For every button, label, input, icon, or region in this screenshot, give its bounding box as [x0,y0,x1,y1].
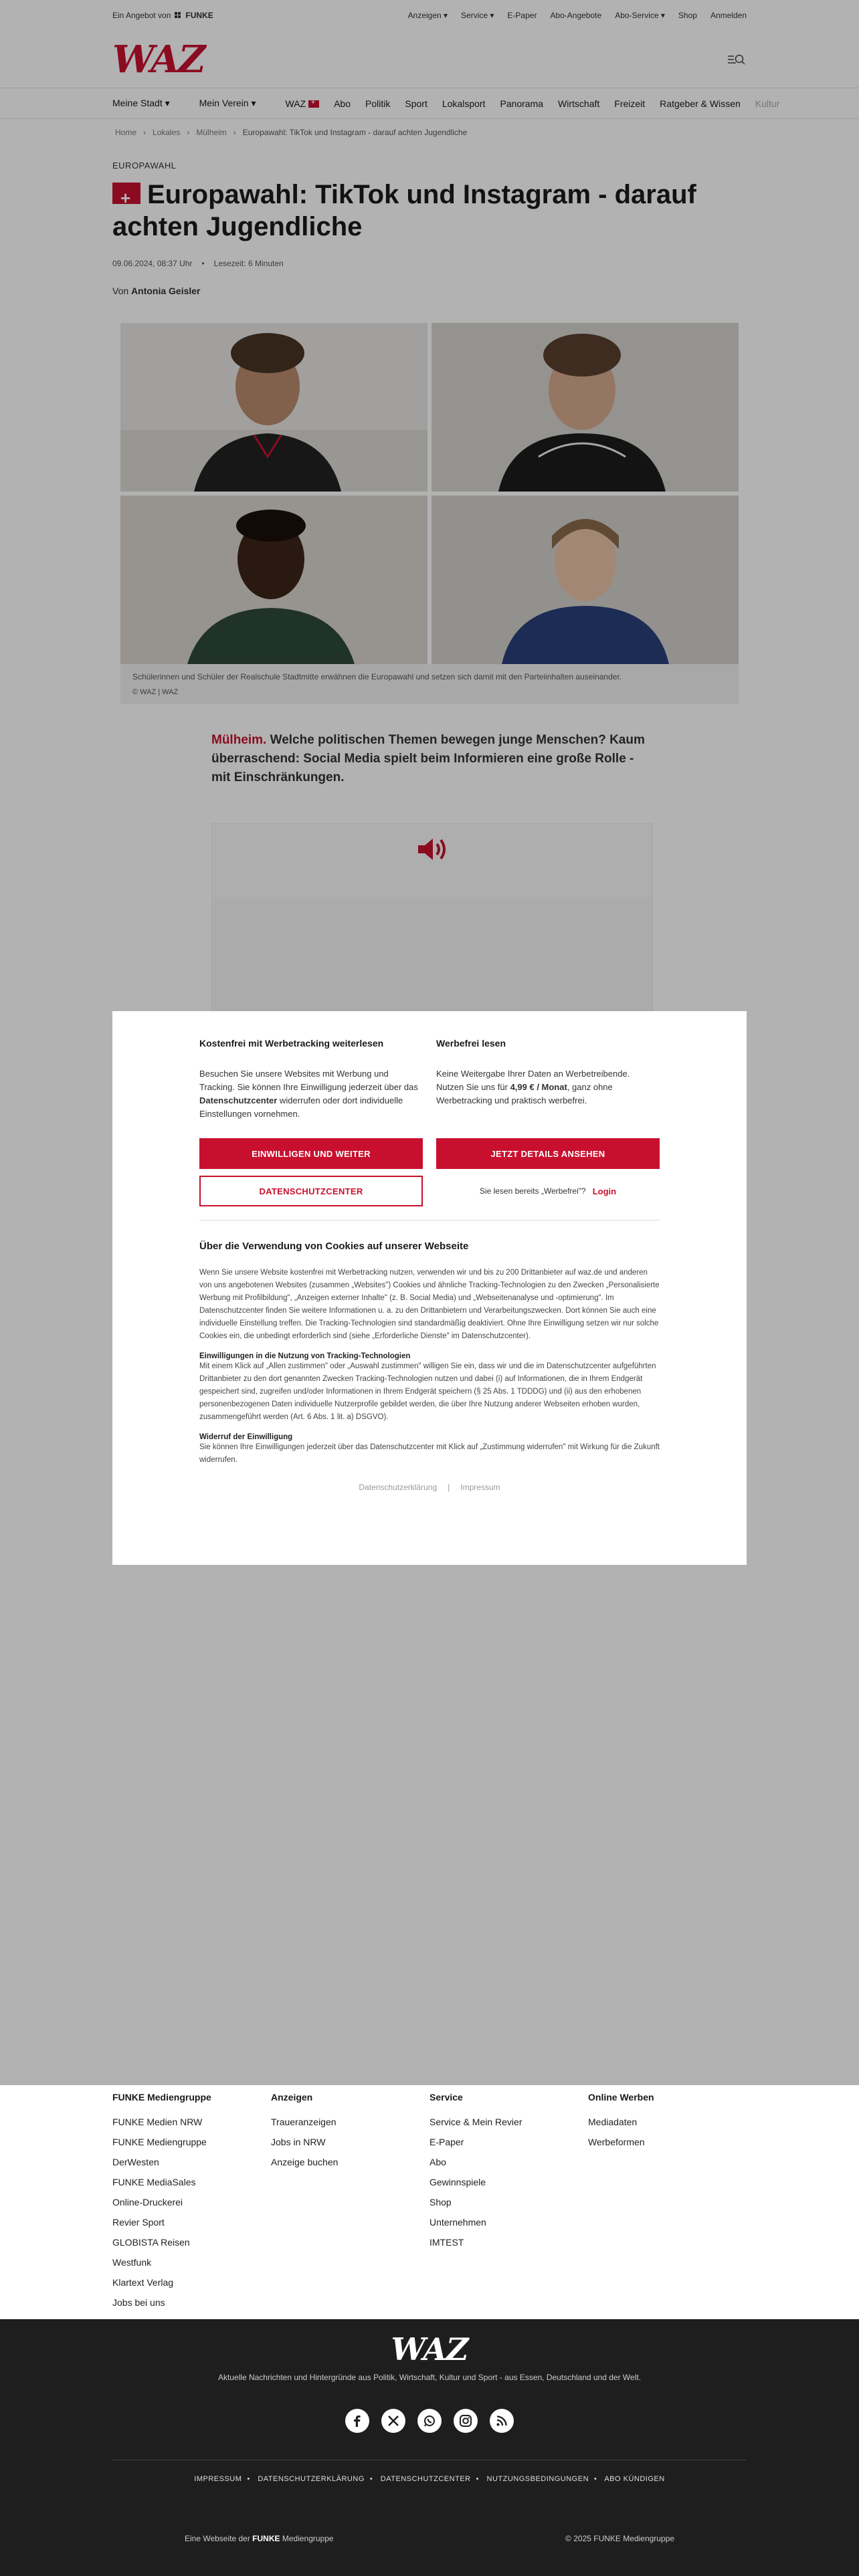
accept-button[interactable]: EINWILLIGEN UND WEITER [199,1138,423,1169]
breadcrumb: Home › Lokales › Mülheim › Europawahl: TikTok und Instagram - darauf achten Jugendliche [115,128,468,137]
cookie-body-1: Wenn Sie unsere Website kostenfrei mit Werbetracking nutzen, verwenden wir und bis zu 200 Drittanbieter auf waz.de und anderen von uns angebotenen Websites (zusammen „Websites") Cookies und ähnliche Tracking-Technologien zu den Zwecken „Personalisierte Werbung mit Profilbildung", „Anzeigen externer Inhalte" (z. B. Social Media) und „Webseitenanalyse und -optimierung". Im Datenschutzcenter finden Sie weitere Informationen u. a. zu den Drittanbietern und Verarbeitungszwecken. Dort können Sie auch eine individuelle Einstellung treffen. Die Tracking-Technologien sind standardmäßig deaktiviert. Ohne Ihre Einwilligung setzen wir nur solche Cookies ein, die unbedingt erforderlich sind (siehe „Erforderliche Dienste" im Datenschutzcenter). [199,1269,660,1340]
footer-link[interactable]: Unternehmen [430,2217,486,2228]
article-author: Von Antonia Geisler [112,286,201,296]
nav-mein-verein[interactable]: Mein Verein ▾ [199,98,256,108]
top-link-service[interactable]: Service ▾ [461,11,494,20]
footer-dark [0,2319,859,2576]
consent-right-column [436,1038,660,1206]
nav-waz-plus[interactable]: WAZ+ [286,98,320,109]
footer-link[interactable]: Werbeformen [588,2137,645,2147]
consent-right-text: Keine Weitergabe Ihrer Daten an Werbetreibende. Nutzen Sie uns für 4,99 € / Monat, ganz ohne Werbetracking und praktisch werbefrei. [436,1069,630,1105]
top-link-epaper[interactable]: E-Paper [507,11,537,20]
footer-link[interactable]: Revier Sport [112,2217,165,2228]
footer-link[interactable]: Shop [430,2197,452,2208]
whatsapp-icon[interactable] [417,2409,442,2433]
footer-link[interactable]: Mediadaten [588,2117,638,2127]
cookie-body-3: Sie können Ihre Einwilligungen jederzeit über das Datenschutzcenter mit Klick auf „Zustimmung widerrufen" mit Wirkung für die Zukunft widerrufen. [199,1443,660,1464]
footer-privacy-center[interactable]: DATENSCHUTZCENTER [380,2475,471,2483]
footer-imprint[interactable]: IMPRESSUM [194,2475,242,2483]
nav-wirtschaft[interactable]: Wirtschaft [558,98,600,109]
login-link[interactable]: Login [592,1186,617,1196]
x-icon[interactable] [381,2409,405,2433]
breadcrumb-muelheim[interactable]: Mülheim [196,128,227,137]
footer-link[interactable]: Klartext Verlag [112,2277,174,2288]
footer-link[interactable]: DerWesten [112,2157,159,2167]
consent-right-title: Werbefrei lesen [436,1038,506,1049]
footer-col-werben: Online Werben Mediadaten Werbeformen [588,2092,747,2319]
nav-panorama[interactable]: Panorama [500,98,544,109]
nav-ratgeber[interactable]: Ratgeber & Wissen [660,98,741,109]
rss-icon[interactable] [490,2409,514,2433]
photo-credit: © WAZ | WAZ [132,688,179,696]
waz-logo[interactable]: WAZ [112,37,205,82]
footer-logo[interactable]: WAZ [391,2331,468,2367]
footer-tagline: Aktuelle Nachrichten und Hintergründe aus Politik, Wirtschaft, Kultur und Sport - aus Essen, Deutschland und der Welt. [217,2373,642,2382]
nav-abo[interactable]: Abo [334,98,351,109]
consent-left-title: Kostenfrei mit Werbetracking weiterlesen [199,1038,384,1049]
footer-privacy[interactable]: DATENSCHUTZERKLÄRUNG [258,2475,365,2483]
cookie-subhead-2: Einwilligungen in die Nutzung von Tracking-Technologien [199,1352,411,1360]
lead-location: Mülheim. [211,733,267,747]
article-date: 09.06.2024, 08:37 Uhr [112,259,193,268]
cookie-body-2: Mit einem Klick auf „Allen zustimmen" oder „Auswahl zustimmen" willigen Sie ein, dass wir und die im Datenschutzcenter aufgeführten Drittanbieter zu den dort genannten Zwecken Tracking-Technologien nutzen und dabei (i) auf Informationen, die in Ihrem Endgerät gespeichert sind, zugreifen und/oder Informationen in Ihrem Endgerät speichern (§ 25 Abs. 1 TDDDG) und (ii) aus den erhobenen personenbezogenen Daten individuelle Nutzerprofile gebildet werden, die über Ihre Nutzung anderer Webseiten erhoben wurden, zusammengeführt werden (Art. 6 Abs. 1 lit. a) DSGVO). [199,1362,656,1421]
breadcrumb-lokales[interactable]: Lokales [153,128,181,137]
nav-sport[interactable]: Sport [405,98,427,109]
article-kicker: EUROPAWAHL [112,160,177,171]
footer-link[interactable]: Online-Druckerei [112,2197,183,2208]
breadcrumb-current: Europawahl: TikTok und Instagram - darauf achten Jugendliche [242,128,468,137]
cookie-subhead-3: Widerruf der Einwilligung [199,1433,293,1441]
footer-link[interactable]: IMTEST [430,2237,464,2248]
already-text: Sie lesen bereits „Werbefrei"? [479,1186,586,1196]
top-link-abo-angebote[interactable]: Abo-Angebote [550,11,602,20]
top-link-anzeigen[interactable]: Anzeigen ▾ [407,11,448,20]
imprint-link[interactable]: Impressum [460,1483,500,1492]
funke-label: FUNKE [185,11,213,20]
top-link-shop[interactable]: Shop [678,11,697,20]
nav-meine-stadt[interactable]: Meine Stadt ▾ [112,98,170,108]
footer-copyright: © 2025 FUNKE Mediengruppe [565,2534,674,2543]
article-meta: 09.06.2024, 08:37 Uhr • Lesezeit: 6 Minuten [112,259,284,268]
social-links [0,2409,859,2433]
footer-link[interactable]: FUNKE MediaSales [112,2177,196,2187]
footer-link[interactable]: Traueranzeigen [271,2117,337,2127]
top-link-login[interactable]: Anmelden [710,11,747,20]
consent-left-text: Besuchen Sie unsere Websites mit Werbung und Tracking. Sie können Ihre Einwilligung jederzeit über das Datenschutzcenter widerrufen oder dort individuelle Einstellungen vornehmen. [199,1069,418,1119]
nav-kultur[interactable]: Kultur [755,98,780,109]
footer-col-anzeigen: Anzeigen Traueranzeigen Jobs in NRW Anzeige buchen [271,2092,430,2319]
article-title: +Europawahl: TikTok und Instagram - darauf achten Jugendliche [112,179,747,243]
footer-cancel-sub[interactable]: ABO KÜNDIGEN [604,2475,665,2483]
instagram-icon[interactable] [454,2409,478,2433]
footer-link[interactable]: Abo [430,2157,446,2167]
consent-dialog [112,1011,747,1565]
footer-link[interactable]: Jobs in NRW [271,2137,326,2147]
already-subscriber [436,1176,660,1206]
privacy-center-button[interactable]: DATENSCHUTZCENTER [199,1176,423,1206]
offer-text: Ein Angebot von [112,11,171,20]
breadcrumb-home[interactable]: Home [115,128,137,137]
article-read-time: Lesezeit: 6 Minuten [213,259,284,268]
nav-lokalsport[interactable]: Lokalsport [442,98,486,109]
footer-col-service: Service Service & Mein Revier E-Paper Abo Gewinnspiele Shop Unternehmen IMTEST [430,2092,588,2319]
author-link[interactable]: Antonia Geisler [131,286,201,296]
footer-terms[interactable]: NUTZUNGSBEDINGUNGEN [486,2475,589,2483]
footer-col-funke: FUNKE Mediengruppe FUNKE Medien NRW FUNKE Mediengruppe DerWesten FUNKE MediaSales Online-Druckerei Revier Sport GLOBISTA Reisen Westfunk Klartext Verlag Jobs bei uns [112,2092,271,2319]
caption-text: Schülerinnen und Schüler der Realschule Stadtmitte erwähnen die Europawahl und setzen sich damit mit den Parteiinhalten auseinander. [132,672,622,681]
facebook-icon[interactable] [345,2409,369,2433]
consent-left-column [199,1038,423,1206]
top-link-abo-service[interactable]: Abo-Service ▾ [615,11,665,20]
footer-link[interactable]: FUNKE Mediengruppe [112,2137,207,2147]
footer-link[interactable]: Service & Mein Revier [430,2117,522,2127]
footer-link[interactable]: Gewinnspiele [430,2177,486,2187]
footer-link[interactable]: E-Paper [430,2137,464,2147]
details-button[interactable]: JETZT DETAILS ANSEHEN [436,1138,660,1169]
cookie-section-title: Über die Verwendung von Cookies auf unserer Webseite [199,1241,469,1252]
footer-link[interactable]: GLOBISTA Reisen [112,2237,190,2248]
footer-links [0,2085,859,2319]
privacy-policy-link[interactable]: Datenschutzerklärung [359,1483,438,1492]
footer-link[interactable]: Westfunk [112,2257,152,2268]
footer-bottom [0,2534,859,2543]
nav-freizeit[interactable]: Freizeit [614,98,646,109]
footer-owner: Eine Webseite der FUNKE Mediengruppe [185,2534,334,2543]
footer-link[interactable]: FUNKE Medien NRW [112,2117,203,2127]
footer-legal-links: IMPRESSUM • DATENSCHUTZERKLÄRUNG • DATENSCHUTZCENTER • NUTZUNGSBEDINGUNGEN • ABO KÜNDIGEN [194,2475,665,2483]
consent-footer: Datenschutzerklärung | Impressum [359,1483,500,1492]
footer-link[interactable]: Anzeige buchen [271,2157,339,2167]
nav-politik[interactable]: Politik [365,98,391,109]
lead-text: Welche politischen Themen bewegen junge Menschen? Kaum überraschend: Social Media spielt beim Informieren eine große Rolle - mit Einschränkungen. [211,733,645,784]
footer-link[interactable]: Jobs bei uns [112,2297,165,2308]
